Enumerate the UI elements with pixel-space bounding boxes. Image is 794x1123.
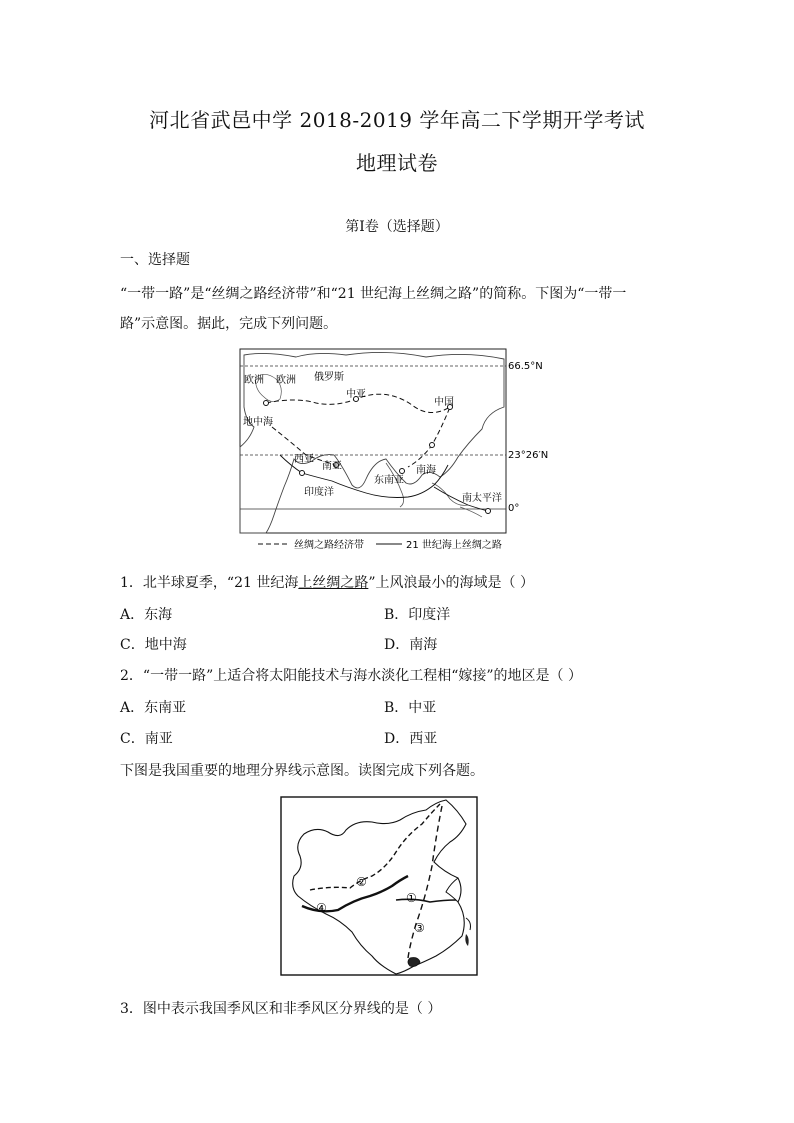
china-boundary-map-figure	[280, 796, 480, 978]
q1-option-a[interactable]: A．东海	[120, 607, 173, 623]
legend-dashed-label: 丝绸之路经济带	[294, 540, 364, 551]
q1-option-d[interactable]: D．南海	[384, 637, 438, 653]
map1-label: 地中海	[243, 417, 273, 428]
latitude-label: 66.5°N	[508, 361, 543, 372]
boundary-marker: ②	[356, 875, 367, 889]
china-boundary-map	[280, 796, 480, 978]
section-label: 第Ⅰ卷（选择题）	[345, 219, 449, 235]
q2-option-a[interactable]: A．东南亚	[120, 700, 187, 716]
exam-title: 河北省武邑中学 2018-2019 学年高二下学期开学考试	[149, 108, 645, 132]
q1-stem-part: 1．北半球夏季，“21 世纪海	[120, 575, 299, 591]
exam-subject: 地理试卷	[356, 151, 438, 175]
map1-label: 中亚	[346, 389, 366, 400]
q1-stem-part: ”上风浪最小的海域是（ ）	[368, 575, 534, 591]
legend-solid-label: 21 世纪海上丝绸之路	[406, 540, 502, 551]
map1-label: 西亚	[294, 454, 314, 465]
map1-label: 东南亚	[374, 475, 404, 486]
latitude-label: 0°	[508, 503, 520, 514]
boundary-marker: ④	[316, 901, 327, 915]
map1-label: 欧洲	[276, 375, 296, 386]
boundary-marker: ①	[406, 891, 417, 905]
question-2-stem: 2．“一带一路”上适合将太阳能技术与海水淡化工程相“嫁接”的地区是（ ）	[120, 668, 582, 684]
part-heading: 一、选择题	[120, 252, 190, 268]
map1-label: 南海	[416, 465, 436, 476]
map1-label: 南太平洋	[462, 493, 502, 504]
q1-stem-underlined: 上丝绸之路	[298, 575, 369, 591]
intro-paragraph-2: 下图是我国重要的地理分界线示意图。读图完成下列各题。	[120, 763, 484, 779]
map1-label: 中国	[434, 397, 454, 408]
belt-road-map-figure	[236, 347, 566, 555]
map1-label: 印度洋	[304, 487, 334, 498]
map1-label: 俄罗斯	[314, 372, 344, 383]
intro-paragraph-line2: 路”示意图。据此，完成下列问题。	[120, 316, 338, 332]
belt-road-map	[236, 347, 566, 555]
q1-option-c[interactable]: C．地中海	[120, 637, 187, 653]
intro-paragraph-line1: “一带一路”是“丝绸之路经济带”和“21 世纪海上丝绸之路”的简称。下图为“一带一	[120, 286, 627, 302]
question-1-stem	[120, 572, 534, 592]
latitude-label: 23°26′N	[508, 450, 549, 461]
q2-option-b[interactable]: B．中亚	[384, 700, 437, 716]
map1-label: 欧洲	[244, 375, 264, 386]
question-3-stem: 3．图中表示我国季风区和非季风区分界线的是（ ）	[120, 1001, 442, 1017]
q1-option-b[interactable]: B．印度洋	[384, 607, 451, 623]
q2-option-d[interactable]: D．西亚	[384, 731, 438, 747]
map1-label: 南亚	[322, 461, 342, 472]
boundary-marker: ③	[414, 921, 425, 935]
q2-option-c[interactable]: C．南亚	[120, 731, 173, 747]
